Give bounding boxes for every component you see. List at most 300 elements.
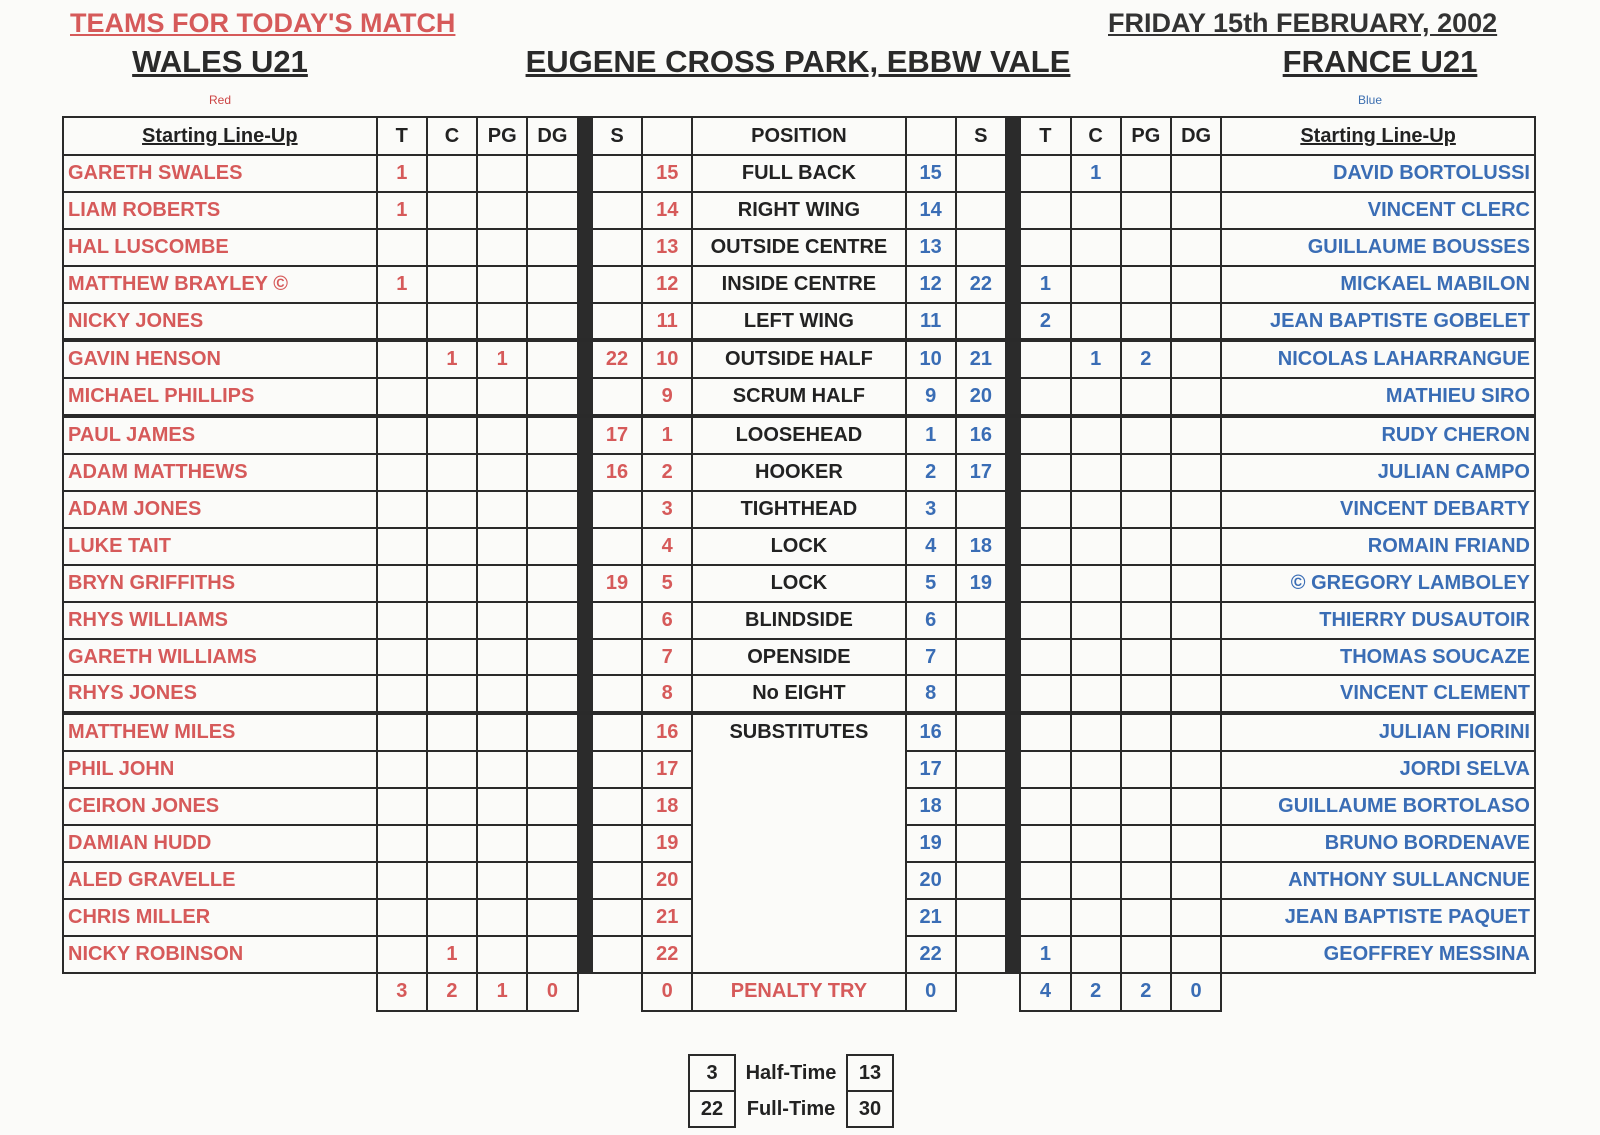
- away-penalty-goals: [1121, 639, 1171, 676]
- position-label: RIGHT WING: [692, 192, 905, 229]
- away-penalty-goals: [1121, 491, 1171, 528]
- away-conversions: [1071, 229, 1121, 266]
- away-drop-goals: [1171, 565, 1221, 602]
- position-label: LOCK: [692, 528, 905, 565]
- home-conversions: [427, 602, 477, 639]
- home-s-header: S: [592, 117, 642, 155]
- column-divider: [578, 416, 592, 454]
- away-player-name: JULIAN CAMPO: [1221, 454, 1535, 491]
- home-tries: [377, 528, 427, 565]
- away-total-conversions: 2: [1071, 973, 1121, 1011]
- away-shirt-number: 11: [906, 303, 956, 341]
- away-player-name: VINCENT CLERC: [1221, 192, 1535, 229]
- away-substitution: [956, 936, 1006, 973]
- home-conversions: 1: [427, 936, 477, 973]
- home-shirt-number: 15: [642, 155, 692, 192]
- home-player-name: GARETH WILLIAMS: [63, 639, 377, 676]
- home-penalty-goals: [477, 378, 527, 416]
- away-substitution: [956, 751, 1006, 788]
- column-divider: [1006, 751, 1020, 788]
- away-substitution: [956, 899, 1006, 936]
- home-tries: [377, 788, 427, 825]
- home-substitution: [592, 936, 642, 973]
- away-conversions: [1071, 602, 1121, 639]
- home-tries: [377, 491, 427, 528]
- away-tries: [1020, 454, 1070, 491]
- away-conversions: 1: [1071, 155, 1121, 192]
- away-shirt-number: 3: [906, 491, 956, 528]
- home-shirt-number: 7: [642, 639, 692, 676]
- away-penalty-goals: [1121, 602, 1171, 639]
- away-conversions: [1071, 788, 1121, 825]
- away-player-name: THIERRY DUSAUTOIR: [1221, 602, 1535, 639]
- table-row: [63, 862, 1535, 899]
- column-divider: [578, 936, 592, 973]
- table-row: [63, 565, 1535, 602]
- column-divider: [1006, 825, 1020, 862]
- column-divider: [1006, 155, 1020, 192]
- home-drop-goals: [527, 602, 577, 639]
- away-player-name: THOMAS SOUCAZE: [1221, 639, 1535, 676]
- home-conversions: 1: [427, 340, 477, 378]
- position-header: POSITION: [692, 117, 905, 155]
- home-tries: [377, 862, 427, 899]
- position-label: OUTSIDE HALF: [692, 340, 905, 378]
- away-drop-goals: [1171, 491, 1221, 528]
- totals-spacer: [956, 973, 1006, 1011]
- away-tries: 1: [1020, 266, 1070, 303]
- home-conversions: [427, 565, 477, 602]
- home-shirt-number: 20: [642, 862, 692, 899]
- away-tries: 2: [1020, 303, 1070, 341]
- home-penalty-goals: [477, 491, 527, 528]
- column-divider: [1006, 528, 1020, 565]
- column-divider: [1006, 713, 1020, 751]
- column-divider: [1006, 266, 1020, 303]
- table-row: [63, 266, 1535, 303]
- home-substitution: [592, 602, 642, 639]
- home-substitution: [592, 491, 642, 528]
- table-row: [63, 303, 1535, 341]
- away-drop-goals: [1171, 229, 1221, 266]
- home-player-name: GAVIN HENSON: [63, 340, 377, 378]
- column-divider: [578, 825, 592, 862]
- column-divider: [1006, 303, 1020, 341]
- away-player-name: MICKAEL MABILON: [1221, 266, 1535, 303]
- home-conversions: [427, 303, 477, 341]
- away-conversions: [1071, 416, 1121, 454]
- position-label: [692, 788, 905, 825]
- away-drop-goals: [1171, 602, 1221, 639]
- away-pg-header: PG: [1121, 117, 1171, 155]
- position-label: OPENSIDE: [692, 639, 905, 676]
- away-penalty-goals: [1121, 266, 1171, 303]
- home-tries: [377, 899, 427, 936]
- away-drop-goals: [1171, 639, 1221, 676]
- totals-spacer: [63, 973, 377, 1011]
- column-divider: [578, 192, 592, 229]
- home-conversions: [427, 378, 477, 416]
- away-player-name: MATHIEU SIRO: [1221, 378, 1535, 416]
- away-penalty-goals: [1121, 675, 1171, 713]
- column-divider: [1006, 675, 1020, 713]
- home-penalty-goals: [477, 155, 527, 192]
- home-penalty-goals: [477, 528, 527, 565]
- away-drop-goals: [1171, 266, 1221, 303]
- away-penalty-goals: [1121, 303, 1171, 341]
- column-divider: [1006, 491, 1020, 528]
- away-shirt-number: 1: [906, 416, 956, 454]
- position-label: HOOKER: [692, 454, 905, 491]
- table-row: [63, 528, 1535, 565]
- away-tries: [1020, 675, 1070, 713]
- away-conversions: [1071, 528, 1121, 565]
- table-row: [63, 491, 1535, 528]
- away-penalty-goals: [1121, 229, 1171, 266]
- home-shirt-number: 9: [642, 378, 692, 416]
- home-substitution: [592, 751, 642, 788]
- away-penalty-goals: [1121, 751, 1171, 788]
- teams-table: [62, 116, 1536, 1012]
- position-label: [692, 862, 905, 899]
- home-tries: 1: [377, 192, 427, 229]
- column-divider: [1006, 416, 1020, 454]
- totals-spacer: [1221, 973, 1535, 1011]
- home-drop-goals: [527, 528, 577, 565]
- table-row: [63, 192, 1535, 229]
- home-player-name: GARETH SWALES: [63, 155, 377, 192]
- home-drop-goals: [527, 454, 577, 491]
- half-time-label: Half-Time: [735, 1055, 847, 1091]
- home-conversions: [427, 788, 477, 825]
- away-substitution: [956, 825, 1006, 862]
- away-penalty-goals: [1121, 899, 1171, 936]
- column-divider: [1006, 565, 1020, 602]
- away-tries: [1020, 155, 1070, 192]
- home-conversions: [427, 192, 477, 229]
- away-substitution: [956, 713, 1006, 751]
- position-label: LEFT WING: [692, 303, 905, 341]
- away-shirt-number: 12: [906, 266, 956, 303]
- away-dg-header: DG: [1171, 117, 1221, 155]
- home-player-name: ADAM MATTHEWS: [63, 454, 377, 491]
- away-substitution: 19: [956, 565, 1006, 602]
- away-shirt-number: 19: [906, 825, 956, 862]
- away-conversions: [1071, 303, 1121, 341]
- away-player-name: ROMAIN FRIAND: [1221, 528, 1535, 565]
- away-penalty-goals: 2: [1121, 340, 1171, 378]
- home-penalty-goals: [477, 899, 527, 936]
- away-tries: [1020, 565, 1070, 602]
- home-tries: [377, 825, 427, 862]
- away-shirt-number: 17: [906, 751, 956, 788]
- column-divider: [1006, 788, 1020, 825]
- home-player-name: CHRIS MILLER: [63, 899, 377, 936]
- column-divider: [578, 303, 592, 341]
- home-penalty-tries: 0: [642, 973, 692, 1011]
- away-colour-label: Blue: [1357, 93, 1383, 107]
- away-player-name: JEAN BAPTISTE PAQUET: [1221, 899, 1535, 936]
- column-divider: [578, 454, 592, 491]
- away-shirt-number: 2: [906, 454, 956, 491]
- away-penalty-goals: [1121, 155, 1171, 192]
- home-penalty-goals: [477, 825, 527, 862]
- home-drop-goals: [527, 862, 577, 899]
- home-drop-goals: [527, 751, 577, 788]
- position-label: LOCK: [692, 565, 905, 602]
- table-row: [63, 602, 1535, 639]
- column-divider: [578, 117, 592, 155]
- home-conversions: [427, 416, 477, 454]
- home-drop-goals: [527, 340, 577, 378]
- home-tries: 1: [377, 266, 427, 303]
- position-label: INSIDE CENTRE: [692, 266, 905, 303]
- home-penalty-goals: 1: [477, 340, 527, 378]
- table-row: [63, 788, 1535, 825]
- home-shirt-number: 12: [642, 266, 692, 303]
- column-divider: [578, 340, 592, 378]
- table-row: [63, 936, 1535, 973]
- home-player-name: PAUL JAMES: [63, 416, 377, 454]
- home-player-name: LIAM ROBERTS: [63, 192, 377, 229]
- home-penalty-goals: [477, 192, 527, 229]
- home-player-name: ALED GRAVELLE: [63, 862, 377, 899]
- away-drop-goals: [1171, 192, 1221, 229]
- home-substitution: [592, 303, 642, 341]
- column-divider: [1006, 340, 1020, 378]
- home-substitution: [592, 266, 642, 303]
- away-penalty-goals: [1121, 565, 1171, 602]
- position-label: [692, 899, 905, 936]
- home-substitution: 17: [592, 416, 642, 454]
- away-tries: [1020, 862, 1070, 899]
- home-half-time-score: 3: [689, 1055, 735, 1091]
- away-t-header: T: [1020, 117, 1070, 155]
- home-shirt-number: 3: [642, 491, 692, 528]
- away-substitution: [956, 602, 1006, 639]
- home-substitution: 16: [592, 454, 642, 491]
- home-drop-goals: [527, 303, 577, 341]
- away-conversions: 1: [1071, 340, 1121, 378]
- home-substitution: [592, 528, 642, 565]
- away-tries: [1020, 788, 1070, 825]
- away-tries: 1: [1020, 936, 1070, 973]
- home-player-name: NICKY JONES: [63, 303, 377, 341]
- away-shirt-number: 10: [906, 340, 956, 378]
- home-tries: [377, 454, 427, 491]
- away-penalty-goals: [1121, 528, 1171, 565]
- away-conversions: [1071, 751, 1121, 788]
- column-divider: [1006, 454, 1020, 491]
- home-total-drop-goals: 0: [527, 973, 577, 1011]
- home-tries: [377, 565, 427, 602]
- home-shirt-number: 11: [642, 303, 692, 341]
- away-shirt-number: 13: [906, 229, 956, 266]
- table-row: [63, 454, 1535, 491]
- away-tries: [1020, 491, 1070, 528]
- home-drop-goals: [527, 899, 577, 936]
- table-row: [63, 825, 1535, 862]
- home-substitution: 22: [592, 340, 642, 378]
- away-substitution: [956, 675, 1006, 713]
- home-player-name: NICKY ROBINSON: [63, 936, 377, 973]
- home-substitution: [592, 378, 642, 416]
- away-drop-goals: [1171, 899, 1221, 936]
- table-row: [63, 639, 1535, 676]
- home-shirt-number: 1: [642, 416, 692, 454]
- home-number-header: [642, 117, 692, 155]
- home-conversions: [427, 266, 477, 303]
- away-substitution: 20: [956, 378, 1006, 416]
- home-player-name: MATTHEW BRAYLEY ©: [63, 266, 377, 303]
- home-conversions: [427, 454, 477, 491]
- home-shirt-number: 16: [642, 713, 692, 751]
- column-divider: [1006, 602, 1020, 639]
- column-divider: [578, 229, 592, 266]
- home-drop-goals: [527, 491, 577, 528]
- away-tries: [1020, 229, 1070, 266]
- home-conversions: [427, 229, 477, 266]
- home-drop-goals: [527, 565, 577, 602]
- away-player-name: NICOLAS LAHARRANGUE: [1221, 340, 1535, 378]
- table-row: [63, 416, 1535, 454]
- away-shirt-number: 22: [906, 936, 956, 973]
- away-player-name: © GREGORY LAMBOLEY: [1221, 565, 1535, 602]
- away-drop-goals: [1171, 713, 1221, 751]
- home-tries: [377, 751, 427, 788]
- away-conversions: [1071, 825, 1121, 862]
- away-drop-goals: [1171, 788, 1221, 825]
- position-label: TIGHTHEAD: [692, 491, 905, 528]
- away-total-tries: 4: [1020, 973, 1070, 1011]
- away-player-name: BRUNO BORDENAVE: [1221, 825, 1535, 862]
- away-tries: [1020, 899, 1070, 936]
- away-penalty-goals: [1121, 825, 1171, 862]
- away-substitution: [956, 491, 1006, 528]
- away-c-header: C: [1071, 117, 1121, 155]
- home-drop-goals: [527, 416, 577, 454]
- home-shirt-number: 18: [642, 788, 692, 825]
- table-row: [63, 675, 1535, 713]
- home-drop-goals: [527, 675, 577, 713]
- home-conversions: [427, 155, 477, 192]
- home-substitution: 19: [592, 565, 642, 602]
- home-full-time-score: 22: [689, 1091, 735, 1127]
- home-tries: [377, 340, 427, 378]
- home-shirt-number: 13: [642, 229, 692, 266]
- away-shirt-number: 8: [906, 675, 956, 713]
- home-substitution: [592, 899, 642, 936]
- away-substitution: [956, 788, 1006, 825]
- away-player-name: GUILLAUME BORTOLASO: [1221, 788, 1535, 825]
- away-shirt-number: 14: [906, 192, 956, 229]
- away-substitution: [956, 229, 1006, 266]
- score-box: [688, 1054, 894, 1128]
- home-drop-goals: [527, 229, 577, 266]
- home-shirt-number: 5: [642, 565, 692, 602]
- home-tries: [377, 675, 427, 713]
- totals-spacer: [578, 973, 592, 1011]
- totals-row: [63, 973, 1535, 1011]
- away-conversions: [1071, 565, 1121, 602]
- home-conversions: [427, 899, 477, 936]
- home-player-name: MATTHEW MILES: [63, 713, 377, 751]
- home-player-name: MICHAEL PHILLIPS: [63, 378, 377, 416]
- away-player-name: JEAN BAPTISTE GOBELET: [1221, 303, 1535, 341]
- home-penalty-goals: [477, 788, 527, 825]
- home-c-header: C: [427, 117, 477, 155]
- away-shirt-number: 18: [906, 788, 956, 825]
- column-divider: [578, 675, 592, 713]
- away-penalty-goals: [1121, 454, 1171, 491]
- home-conversions: [427, 862, 477, 899]
- position-label: [692, 751, 905, 788]
- position-label: No EIGHT: [692, 675, 905, 713]
- column-divider: [1006, 639, 1020, 676]
- away-player-name: ANTHONY SULLANCNUE: [1221, 862, 1535, 899]
- match-date: FRIDAY 15th FEBRUARY, 2002: [1108, 8, 1498, 38]
- away-shirt-number: 20: [906, 862, 956, 899]
- position-label: SCRUM HALF: [692, 378, 905, 416]
- away-player-name: JORDI SELVA: [1221, 751, 1535, 788]
- home-drop-goals: [527, 155, 577, 192]
- away-drop-goals: [1171, 528, 1221, 565]
- away-shirt-number: 4: [906, 528, 956, 565]
- column-divider: [578, 155, 592, 192]
- table-row: [63, 713, 1535, 751]
- away-conversions: [1071, 639, 1121, 676]
- away-lineup-header: Starting Line-Up: [1221, 117, 1535, 155]
- away-penalty-goals: [1121, 378, 1171, 416]
- away-substitution: 17: [956, 454, 1006, 491]
- away-total-drop-goals: 0: [1171, 973, 1221, 1011]
- column-divider: [1006, 862, 1020, 899]
- home-drop-goals: [527, 788, 577, 825]
- away-total-penalty-goals: 2: [1121, 973, 1171, 1011]
- home-penalty-goals: [477, 303, 527, 341]
- away-substitution: [956, 155, 1006, 192]
- away-drop-goals: [1171, 340, 1221, 378]
- home-shirt-number: 17: [642, 751, 692, 788]
- column-divider: [1006, 899, 1020, 936]
- position-label: [692, 825, 905, 862]
- table-row: [63, 751, 1535, 788]
- home-colour-label: Red: [208, 93, 231, 107]
- home-conversions: [427, 675, 477, 713]
- penalty-try-label: PENALTY TRY: [692, 973, 905, 1011]
- position-label: [692, 936, 905, 973]
- column-divider: [1006, 378, 1020, 416]
- away-full-time-score: 30: [847, 1091, 893, 1127]
- position-label: FULL BACK: [692, 155, 905, 192]
- away-drop-goals: [1171, 303, 1221, 341]
- away-penalty-goals: [1121, 862, 1171, 899]
- home-conversions: [427, 491, 477, 528]
- away-tries: [1020, 378, 1070, 416]
- away-substitution: 18: [956, 528, 1006, 565]
- column-divider: [578, 862, 592, 899]
- away-penalty-goals: [1121, 936, 1171, 973]
- home-substitution: [592, 788, 642, 825]
- away-shirt-number: 5: [906, 565, 956, 602]
- home-pg-header: PG: [477, 117, 527, 155]
- away-team-name: FRANCE U21: [1282, 44, 1478, 79]
- table-row: [63, 899, 1535, 936]
- home-tries: 1: [377, 155, 427, 192]
- home-conversions: [427, 751, 477, 788]
- away-substitution: [956, 862, 1006, 899]
- home-shirt-number: 22: [642, 936, 692, 973]
